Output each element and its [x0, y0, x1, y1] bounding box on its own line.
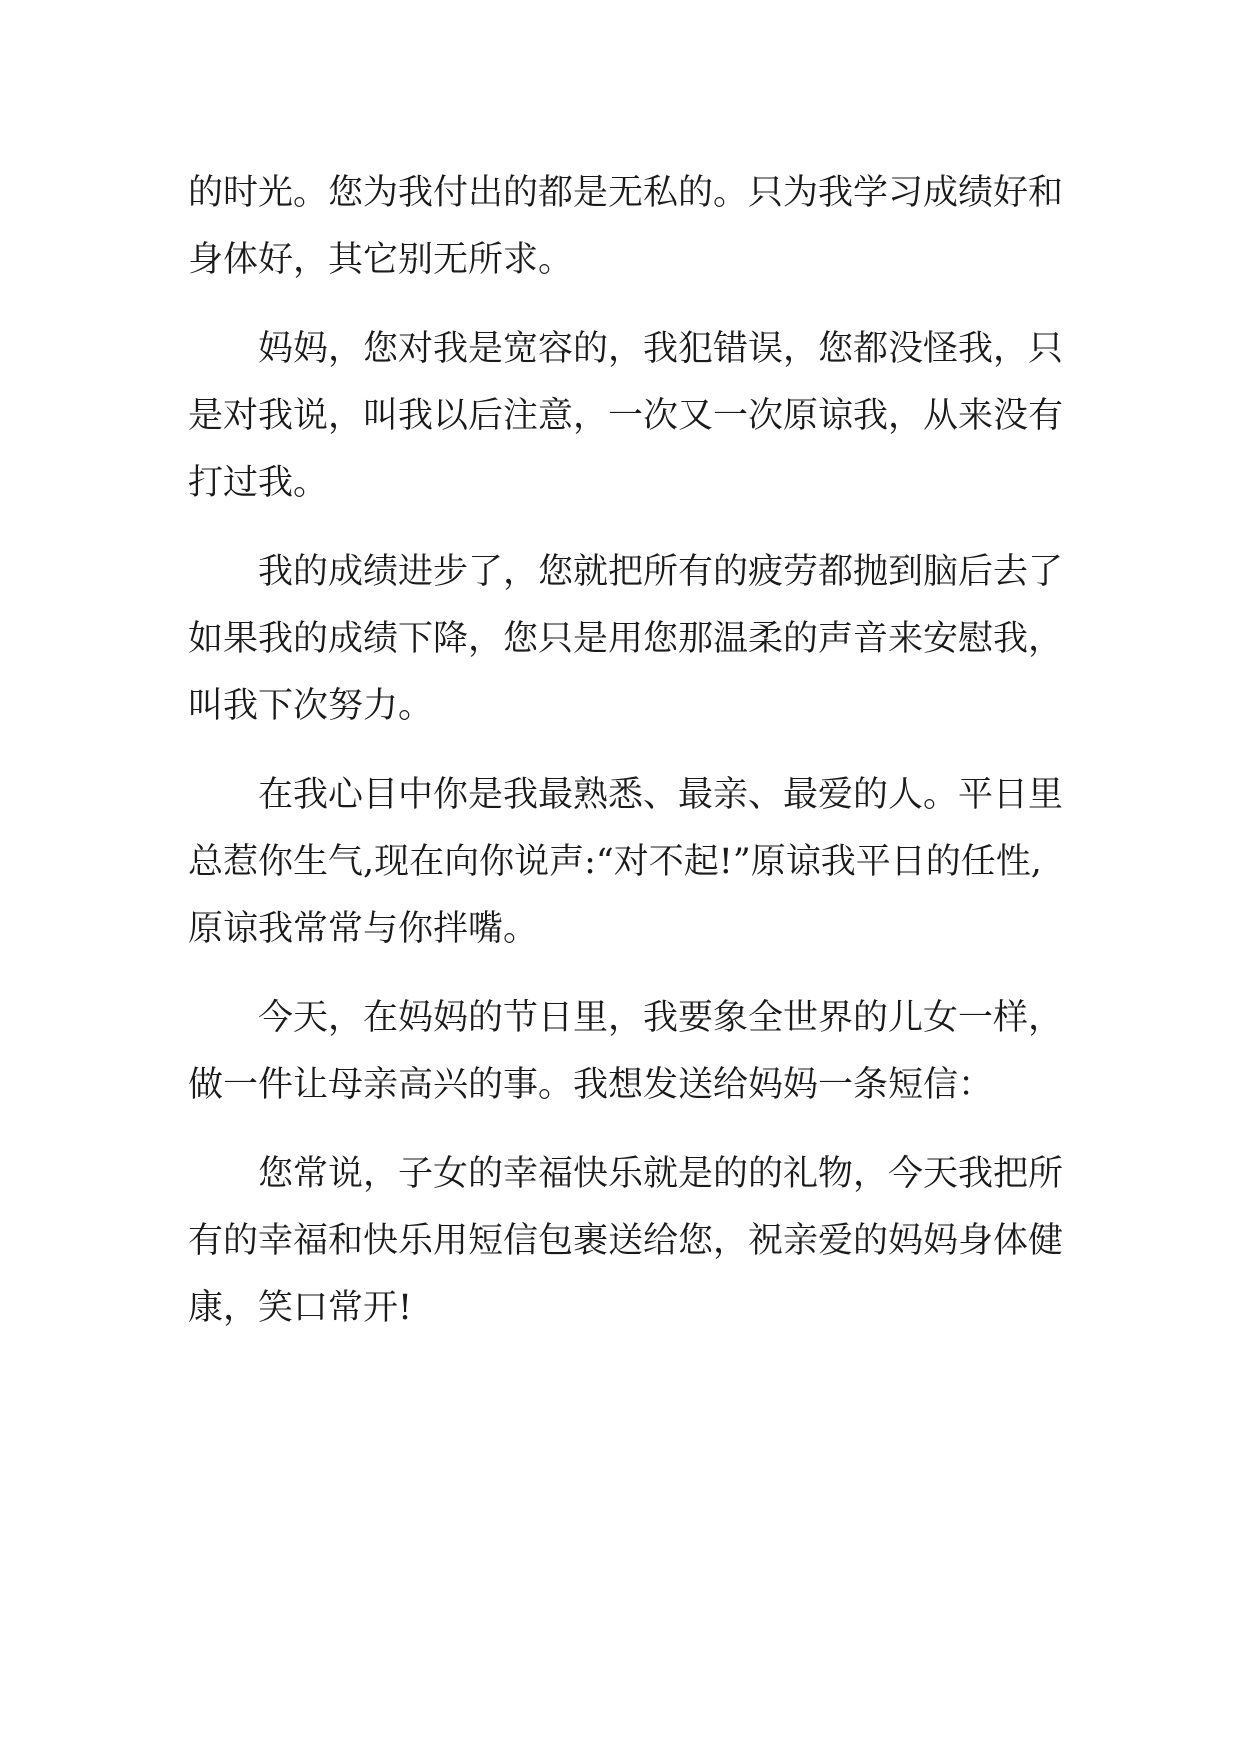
- text-line: 今天，在妈妈的节日里，我要象全世界的儿女一样，: [258, 998, 1064, 1038]
- text-line: 的时光。您为我付出的都是无私的。只为我学习成绩好和: [188, 173, 1064, 213]
- paragraph-6: [188, 1141, 1068, 1342]
- text-line: 妈妈，您对我是宽容的，我犯错误，您都没怪我，只: [258, 329, 1064, 369]
- text-line: 我的成绩进步了，您就把所有的疲劳都抛到脑后去了: [258, 552, 1064, 592]
- text-line: 康，笑口常开!: [188, 1288, 413, 1328]
- paragraph-5: [188, 985, 1068, 1119]
- text-line: 身体好，其它别无所求。: [188, 240, 574, 280]
- text-line: 如果我的成绩下降，您只是用您那温柔的声音来安慰我，: [188, 619, 1064, 659]
- text-line: 您常说，子女的幸福快乐就是的的礼物，今天我把所: [258, 1154, 1064, 1194]
- text-line: 是对我说，叫我以后注意，一次又一次原谅我，从来没有: [188, 396, 1064, 436]
- text-line: 做一件让母亲高兴的事。我想发送给妈妈一条短信：: [188, 1065, 994, 1105]
- text-line: 有的幸福和快乐用短信包裹送给您，祝亲爱的妈妈身体健: [188, 1221, 1064, 1261]
- text-line: 叫我下次努力。: [188, 686, 434, 726]
- text-line: 打过我。: [188, 463, 329, 503]
- paragraph-3: [188, 539, 1068, 740]
- paragraph-1: [188, 160, 1068, 294]
- paragraph-4: [188, 762, 1068, 963]
- document-body: [188, 160, 1068, 1342]
- text-line: 在我心目中你是我最熟悉、最亲、最爱的人。平日里: [258, 775, 1064, 815]
- paragraph-2: [188, 316, 1068, 517]
- text-line: 总惹你生气,现在向你说声:“对不起!”原谅我平日的任性,: [188, 842, 1042, 882]
- text-line: 原谅我常常与你拌嘴。: [188, 909, 539, 949]
